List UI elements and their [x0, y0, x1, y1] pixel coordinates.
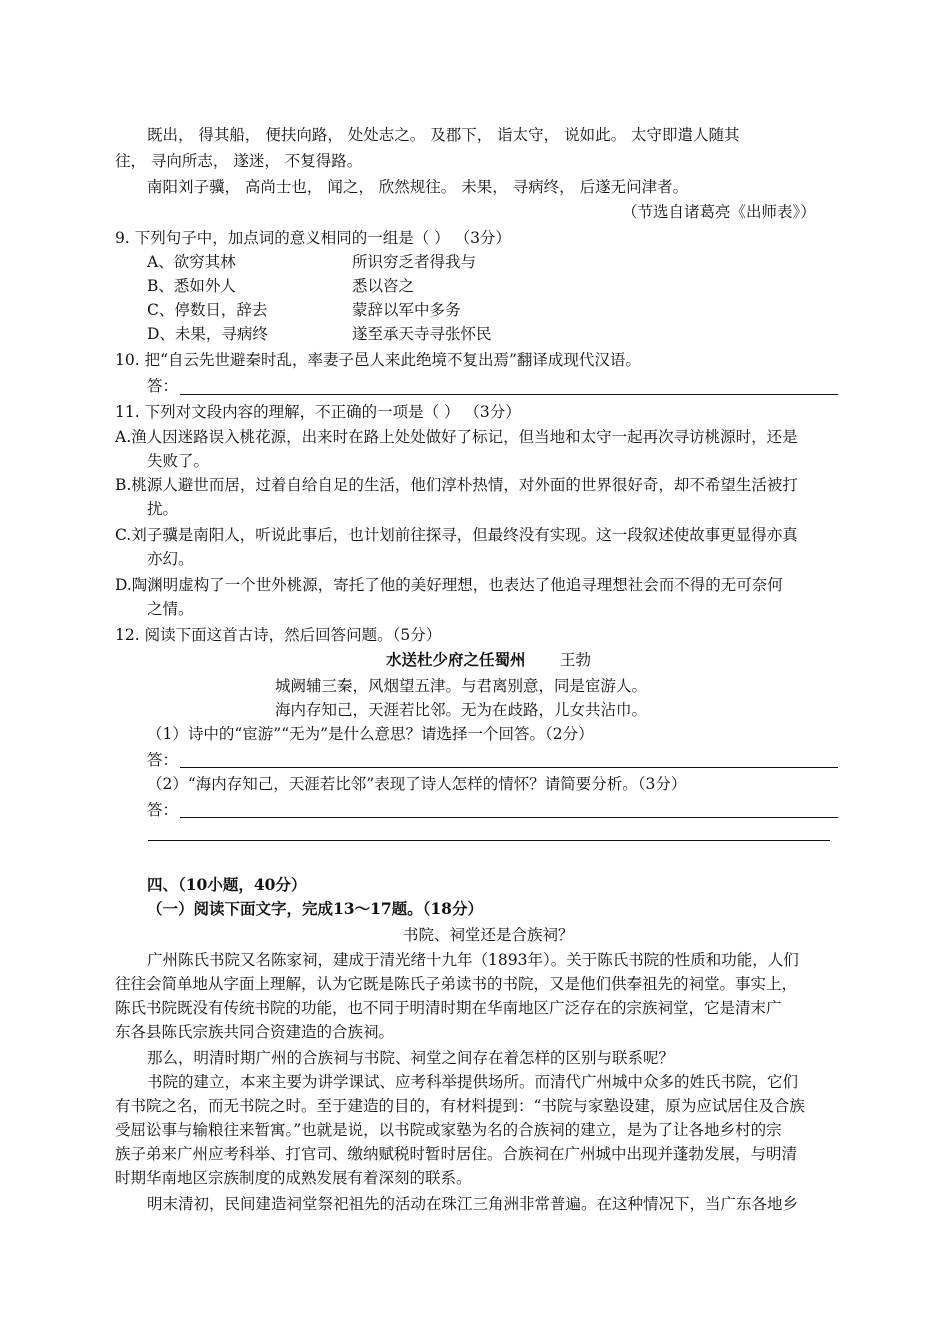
- q9-stem: 9. 下列句子中，加点词的意义相同的一组是（ ） （3分）: [115, 229, 511, 247]
- poem-line-1: 城阙辅三秦，风烟望五津。与君离别意，同是宦游人。: [275, 677, 648, 695]
- q9-option-c-right: 蒙辞以军中多务: [352, 301, 461, 319]
- article-line-10: 时期华南地区宗族制度的成熟发展有着深刻的联系。: [115, 1169, 472, 1187]
- article-line-11: 明末清初，民间建造祠堂祭祀祖先的活动在珠江三角洲非常普遍。在这种情况下，当广东各地乡: [147, 1195, 799, 1213]
- q12-stem: 12. 阅读下面这首古诗，然后回答问题。（5分）: [115, 626, 442, 644]
- q9-option-a-left: A、欲穷其林: [147, 253, 236, 271]
- article-line-5: 那么，明清时期广州的合族祠与书院、祠堂之间存在着怎样的区别与联系呢？: [147, 1049, 675, 1067]
- q12-sub2-answer-line-2[interactable]: [148, 840, 830, 841]
- article-line-4: 东各县陈氏宗族共同合资建造的合族祠。: [115, 1023, 395, 1041]
- article-line-6: 书院的建立，本来主要为讲学课试、应考科举提供场所。而清代广州城中众多的姓氏书院，它们: [147, 1073, 799, 1091]
- article-line-8: 受屈讼事与输粮往来暂寓。”也就是说，以书院或家塾为名的合族祠的建立，是为了让各地乡村的宗: [115, 1121, 782, 1139]
- q11-option-a-line1: A.渔人因迷路误入桃花源，出来时在路上处处做好了标记，但当地和太守一起再次寻访桃源时，还是: [115, 428, 798, 446]
- q9-option-b-left: B、悉如外人: [147, 277, 236, 295]
- passage-line-1: 既出， 得其船， 便扶向路， 处处志之。 及郡下， 诣太守， 说如此。 太守即遣人随其: [147, 126, 740, 144]
- q12-sub1-answer-label: 答：: [147, 751, 179, 769]
- q10-stem: 10. 把“自云先世避秦时乱，率妻子邑人来此绝境不复出焉”翻译成现代汉语。: [115, 351, 641, 369]
- q12-sub2: （2）“海内存知己，天涯若比邻”表现了诗人怎样的情怀？请简要分析。（3分）: [147, 775, 687, 793]
- q9-option-a-right: 所识穷乏者得我与: [352, 253, 477, 271]
- article-line-9: 族子弟来广州应考科举、打官司、缴纳赋税时暂时居住。合族祠在广州城中出现并蓬勃发展，与明清: [115, 1145, 798, 1163]
- section4-subheading: （一）阅读下面文字，完成13～17题。（18分）: [147, 899, 483, 918]
- q9-option-d-left: D、未果，寻病终: [147, 325, 268, 343]
- q11-option-b-line1: B.桃源人避世而居，过着自给自足的生活，他们淳朴热情，对外面的世界很好奇，却不希望生活被打: [115, 476, 798, 494]
- poem-title: 水送杜少府之任蜀州: [386, 650, 526, 669]
- q11-option-b-line2: 扰。: [147, 500, 179, 518]
- article-title: 书院、祠堂还是合族祠？: [403, 926, 574, 944]
- q12-sub2-answer-label: 答：: [147, 801, 179, 819]
- q11-option-a-line2: 失败了。: [147, 452, 210, 470]
- q11-option-c-line1: C.刘子骥是南阳人，听说此事后，也计划前往探寻，但最终没有实现。这一段叙述使故事更显得亦真: [115, 526, 798, 544]
- section4-heading: 四、（10小题，40分）: [147, 875, 307, 894]
- q10-answer-label: 答：: [147, 377, 179, 395]
- source-note: （节选自诸葛亮《出师表》）: [622, 203, 816, 221]
- q12-sub1-answer-line[interactable]: [180, 767, 838, 768]
- poem-author: 王勃: [560, 651, 592, 669]
- q9-option-c-left: C、停数日，辞去: [147, 301, 268, 319]
- q11-stem: 11. 下列对文段内容的理解，不正确的一项是（ ） （3分）: [115, 403, 521, 421]
- article-line-7: 有书院之名，而无书院之时。至于建造的目的，有材料提到：“书院与家塾设建，原为应试居住及合族: [115, 1097, 805, 1115]
- q11-option-c-line2: 亦幻。: [147, 550, 194, 568]
- q9-option-d-right: 遂至承天寺寻张怀民: [352, 325, 492, 343]
- passage-line-3: 南阳刘子骥， 高尚士也， 闻之， 欣然规往。 未果， 寻病终， 后遂无问津者。: [147, 178, 689, 196]
- q11-option-d-line2: 之情。: [147, 600, 194, 618]
- poem-line-2: 海内存知己，天涯若比邻。无为在歧路，儿女共沾巾。: [275, 701, 648, 719]
- q12-sub1: （1）诗中的“宦游”“无为”是什么意思？请选择一个回答。（2分）: [147, 725, 594, 743]
- q11-option-d-line1: D.陶渊明虚构了一个世外桃源，寄托了他的美好理想，也表达了他追寻理想社会而不得的无可奈何: [115, 576, 783, 594]
- article-line-1: 广州陈氏书院又名陈家祠，建成于清光绪十九年（1893年）。关于陈氏书院的性质和功能，人们: [147, 951, 799, 969]
- passage-line-2: 往， 寻向所志， 遂迷， 不复得路。: [115, 152, 363, 170]
- article-line-3: 陈氏书院既没有传统书院的功能，也不同于明清时期在华南地区广泛存在的宗族祠堂，它是清末广: [115, 999, 782, 1017]
- article-line-2: 往往会简单地从字面上理解，认为它既是陈氏子弟读书的书院，又是他们供奉祖先的祠堂。事实上，: [115, 975, 798, 993]
- q12-sub2-answer-line-1[interactable]: [180, 817, 838, 818]
- q10-answer-line[interactable]: [180, 394, 838, 395]
- q9-option-b-right: 悉以咨之: [352, 277, 415, 295]
